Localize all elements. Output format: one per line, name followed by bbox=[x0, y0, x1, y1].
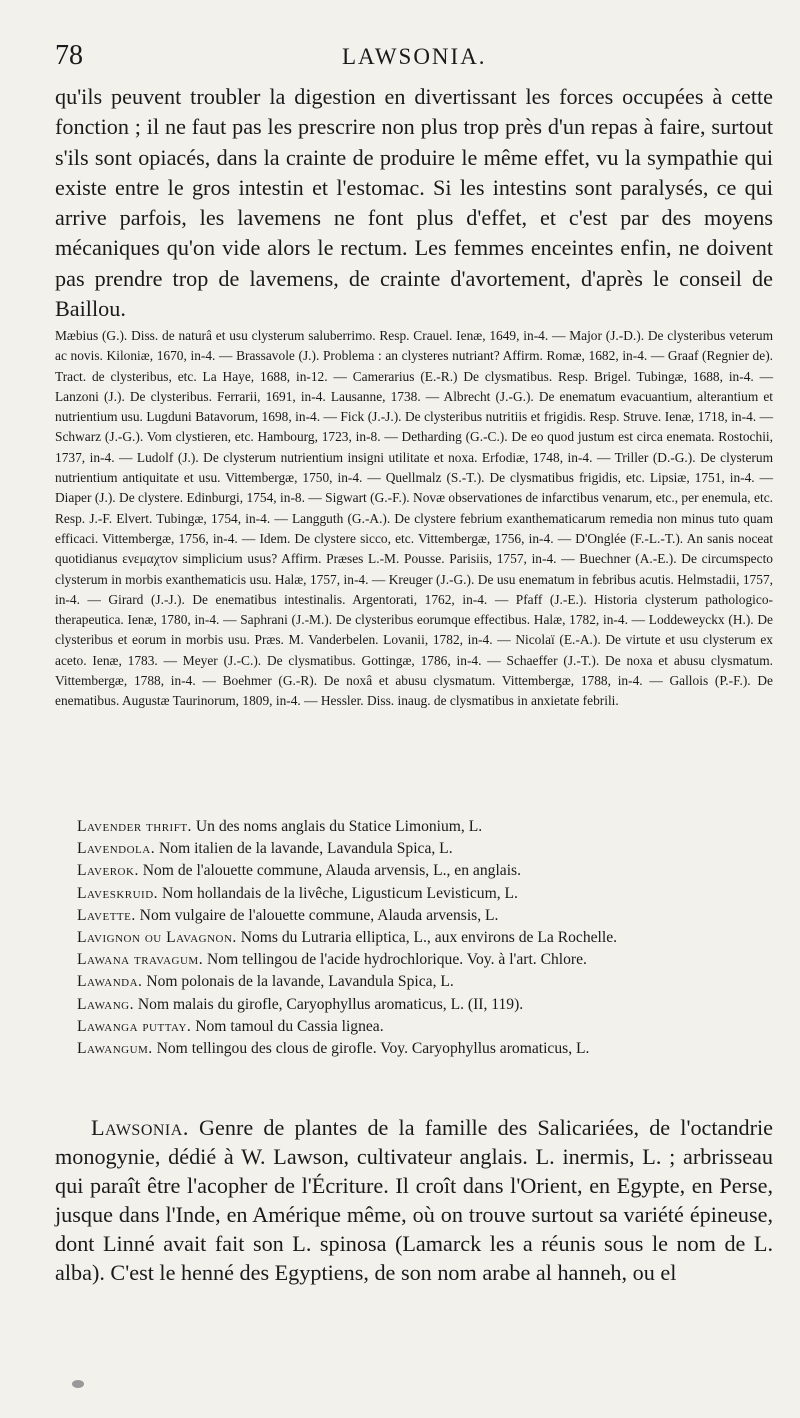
entry-text: Nom italien de la lavande, Lavandula Spica, L. bbox=[155, 840, 453, 858]
entry-laverok bbox=[55, 860, 773, 882]
entry-text: Nom tellingou des clous de girofle. Voy. Caryophyllus aromaticus, L. bbox=[152, 1040, 590, 1058]
entry-lawanda bbox=[55, 971, 773, 993]
entry-headword: Lavendola. bbox=[77, 840, 156, 858]
ink-stain bbox=[72, 1380, 84, 1388]
entry-headword: Laveskruid. bbox=[77, 884, 159, 902]
entry-headword: Lawangum. bbox=[77, 1040, 153, 1058]
entry-headword: Lawana travagum. bbox=[77, 951, 204, 969]
entry-headword: Laverok. bbox=[77, 862, 139, 880]
entry-lawanga-puttay bbox=[55, 1016, 773, 1038]
entry-text: Nom tamoul du Cassia lignea. bbox=[191, 1017, 384, 1035]
entry-headword: Lawanda. bbox=[77, 973, 143, 991]
entry-lavender-thrift bbox=[55, 816, 773, 838]
entry-text: Nom malais du girofle, Caryophyllus aromaticus, L. (II, 119). bbox=[133, 995, 524, 1013]
entry-lavendola bbox=[55, 838, 773, 860]
entry-text: Nom hollandais de la livêche, Ligusticum Levisticum, L. bbox=[158, 884, 518, 902]
entry-headword: Lavette. bbox=[77, 906, 136, 924]
entry-lavignon bbox=[55, 927, 773, 949]
entry-text: Nom vulgaire de l'alouette commune, Alauda arvensis, L. bbox=[135, 906, 499, 924]
running-title: LAWSONIA. bbox=[342, 44, 487, 69]
entry-headword: Lawanga puttay. bbox=[77, 1017, 192, 1035]
bibliography-references: Mæbius (G.). Diss. de naturâ et usu clysterum saluberrimo. Resp. Crauel. Ienæ, 1649, in-4. — Major (J.-D.). De clysteribus veterum ac novis. Kiloniæ, 1670, in-4. — Brassavole (J.). Problema : an clysteres nutriant? Affirm. Romæ, 1682, in-4. — Graaf (Regnier de). Tract. de clysteribus, etc. La Haye, 1688, in-12. — Camerarius (E.-R.) De clysmatibus. Resp. Brigel. Tubingæ, 1688, in-4. — Lanzoni (J.). De clysteribus. Ferrarii, 1691, in-4. Lausanne, 1738. — Albrecht (J.-G.). De enematum evacuantium, alterantium et nutrientium usu. Lugduni Batavorum, 1698, in-4. — Fick (J.-J.). De clysteribus nutritiis et frigidis. Resp. Struve. Ienæ, 1718, in-4. — Schwarz (J.-G.). Vom clystieren, etc. Hambourg, 1723, in-8. — Detharding (G.-C.). De eo quod justum est circa enemata. Rostochii, 1737, in-4. — Ludolf (J.). De clysterum nutrientium insigni utilitate et noxa. Erfodiæ, 1748, in-4. — Triller (D.-G.). De clysterum nutrientium antiquitate et usu. Vittembergæ, 1750, in-4. — Quellmalz (S.-T.). De clysmatibus frigidis, etc. Lipsiæ, 1751, in-4. — Diaper (J.). De clystere. Edinburgi, 1754, in-8. — Sigwart (G.-F.). Novæ observationes de infarctibus venarum, etc., per enemula, etc. Resp. J.-F. Elvert. Tubingæ, 1754, in-4. — Langguth (G.-A.). De clystere febrium exanthematicarum remedia non minus tuto quam efficaci. Vittembergæ, 1756, in-4. — Idem. De clystere sicco, etc. Vittembergæ, 1756, in-4. — D'Onglée (F.-L.-T.). An sanis noceat quotidianus ενεμαχτον simplicium usus? Affirm. Præses L.-M. Pousse. Parisiis, 1757, in-4. — Buechner (A.-E.). De circumspecto clysterum in morbis exanthematicis usu. Halæ, 1757, in-4. — Kreuger (J.-G.). De usu enematum in febribus acutis. Helmstadii, 1757, in-4. — Girard (J.-J.). De enematibus intestinalis. Argentorati, 1762, in-4. — Pfaff (J.-E.). Historia clysterum pathologico-therapeutica. Ienæ, 1780, in-4. — Saphrani (J.-M.). De clysteribus eorumque effectibus. Halæ, 1782, in-4. — Loddeweyckx (H.). De clysteribus et eorum in morbis usu. Præs. M. Vanderbelen. Lovanii, 1782, in-4. — Nicolaï (E.-A.). De virtute et usu clysterum ex aceto. Ienæ, 1783. — Meyer (J.-C.). De clysmatibus. Gottingæ, 1786, in-4. — Schaeffer (J.-T.). De noxa et abusu clysmatum. Vittembergæ, 1788, in-4. — Boehmer (G.-R). De noxâ et abusu clysmatum. Vittembergæ, 1788, in-4. — Gallois (P.-F.). De enematibus. Augustæ Taurinorum, 1809, in-4. — Hessler. Diss. inaug. de clysmatibus in anxietate febrili. bbox=[55, 328, 773, 709]
entry-text: Nom polonais de la lavande, Lavandula Spica, L. bbox=[142, 973, 454, 991]
entry-text: Noms du Lutraria elliptica, L., aux environs de La Rochelle. bbox=[236, 929, 618, 947]
page-header bbox=[55, 40, 760, 80]
entry-text: Nom de l'alouette commune, Alauda arvensis, L., en anglais. bbox=[138, 862, 521, 880]
lawsonia-headword: Lawsonia. bbox=[91, 1115, 189, 1140]
entry-lawana-travagum bbox=[55, 949, 773, 971]
entry-list bbox=[55, 816, 773, 1060]
entry-text: Nom tellingou de l'acide hydrochlorique. Voy. à l'art. Chlore. bbox=[203, 951, 587, 969]
lawsonia-text: Genre de plantes de la famille des Salicariées, de l'octandrie monogynie, dédié à W. Lawson, cultivateur anglais. L. inermis, L. ; arbrisseau qui paraît être l'acopher de l'Écriture. Il croît dans l'Orient, en Egypte, en Perse, jusque dans l'Inde, en Amérique même, où on trouve surtout sa variété épineuse, dont Linné avait fait son L. spinosa (Lamarck les a réunis sous le nom de L. alba). C'est le henné des Egyptiens, de son nom arabe al hanneh, ou el bbox=[55, 1115, 773, 1285]
body-paragraph: qu'ils peuvent troubler la digestion en divertissant les forces occupées à cette fonction ; il ne faut pas les prescrire non plus trop près d'un repas à faire, surtout s'ils sont opiacés, dans la crainte de produire le même effet, vu la sympathie qui existe entre le gros intestin et l'estomac. Si les intestins sont paralysés, ce qui arrive parfois, les lavemens ne font plus d'effet, et c'est par des moyens mécaniques qu'on vide alors le rectum. Les femmes enceintes enfin, ne doivent pas prendre trop de lavemens, de crainte d'avortement, d'après le conseil de Baillou. bbox=[55, 84, 773, 322]
entry-headword: Lavender thrift. bbox=[77, 818, 192, 835]
entry-text: Un des noms anglais du Statice Limonium, L. bbox=[191, 818, 483, 835]
page-number: 78 bbox=[55, 40, 83, 71]
entry-headword: Lawang. bbox=[77, 995, 134, 1013]
entry-lawang bbox=[55, 994, 773, 1016]
entry-headword: Lavignon ou Lavagnon. bbox=[77, 929, 237, 947]
lawsonia-entry bbox=[55, 1113, 773, 1287]
entry-laveskruid bbox=[55, 883, 773, 905]
entry-lavette bbox=[55, 905, 773, 927]
entry-lawangum bbox=[55, 1038, 773, 1060]
